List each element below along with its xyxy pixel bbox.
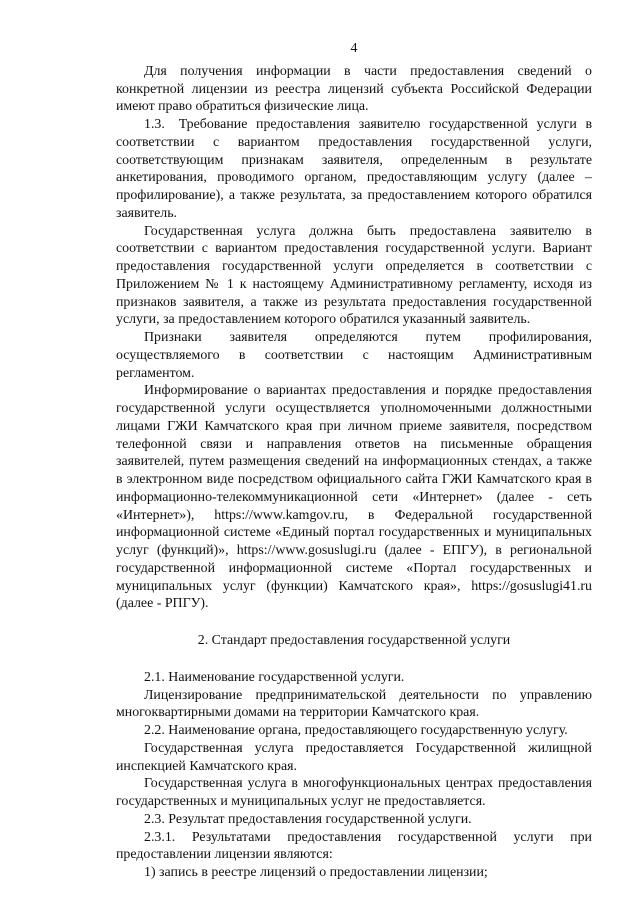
paragraph-authority: Государственная услуга предоставляется Государственной жилищной инспекцией Камчатского края. [116,740,592,774]
paragraph-informing: Информирование о вариантах предоставления и порядке предоставления государственной услуги осуществляется уполномоченными должностными лицами ГЖИ Камчатского края при личном приеме заявителя, посредством телефонной связи и направления ответов на письменные обращения заявителей, путем размещения сведений на информационных стендах, а также в электронном виде посредством официального сайта ГЖИ Камчатского края в информационно-телекоммуникационной сети «Интернет» (далее - сеть «Интернет»), https://www.kamgov.ru, в Федеральной государственной информационной системе «Единый портал государственных и муниципальных услуг (функций)», https://www.gosuslugi.ru (далее - ЕПГУ), в региональной государственной информационной системе «Портал государственных и муниципальных услуг (функции) Камчатского края», https://gosuslugi41.ru (далее - РПГУ). [116,383,592,612]
paragraph-2-3-title: 2.3. Результат предоставления государственной услуги. [144,811,472,827]
paragraph-service-variant: Государственная услуга должна быть предоставлена заявителю в соответствии с вариантом предоставления государственной услуги. Вариант предоставления государственной услуги определяется в соответствии с Приложением № 1 к настоящему Административному регламенту, исходя из признаков заявителя, а также из результата предоставления государственной услуги, за предоставлением которого обратился указанный заявитель. [116,223,592,328]
paragraph-info-individuals: Для получения информации в части предоставления сведений о конкретной лицензии из реестра лицензий субъекта Российской Федерации имеют право обратиться физические лица. [116,63,592,115]
paragraph-mfc: Государственная услуга в многофункциональных центрах предоставления государственных и муниципальных услуг не предоставляется. [116,776,592,809]
paragraph-1-3-requirement: 1.3. Требование предоставления заявителю государственной услуги в соответствии с вариантом предоставления государственной услуги, соответствующим признакам заявителя, определенным в результате анкетирования, проводимого органом, предоставляющим услугу (далее – профилирование), а также результата, за предоставлением которого обратился заявитель. [116,117,592,221]
paragraph-2-3-1-results: 2.3.1. Результатами предоставления государственной услуги при предоставлении лицензии являются: [116,829,592,863]
paragraph-2-1-title: 2.1. Наименование государственной услуги. [144,669,405,685]
paragraph-2-2-title: 2.2. Наименование органа, предоставляющего государственную услугу. [144,723,568,738]
paragraph-service-name: Лицензирование предпринимательской деятельности по управлению многоквартирными домами на территории Камчатского края. [116,687,592,721]
paragraph-result-item-1: 1) запись в реестре лицензий о предоставлении лицензии; [144,865,488,880]
paragraph-applicant-signs: Признаки заявителя определяются путем профилирования, осуществляемого в соответствии с настоящим Административным регламентом. [116,330,592,381]
section-heading: 2. Стандарт предоставления государственной услуги [197,633,511,648]
page-number: 4 [350,41,358,56]
